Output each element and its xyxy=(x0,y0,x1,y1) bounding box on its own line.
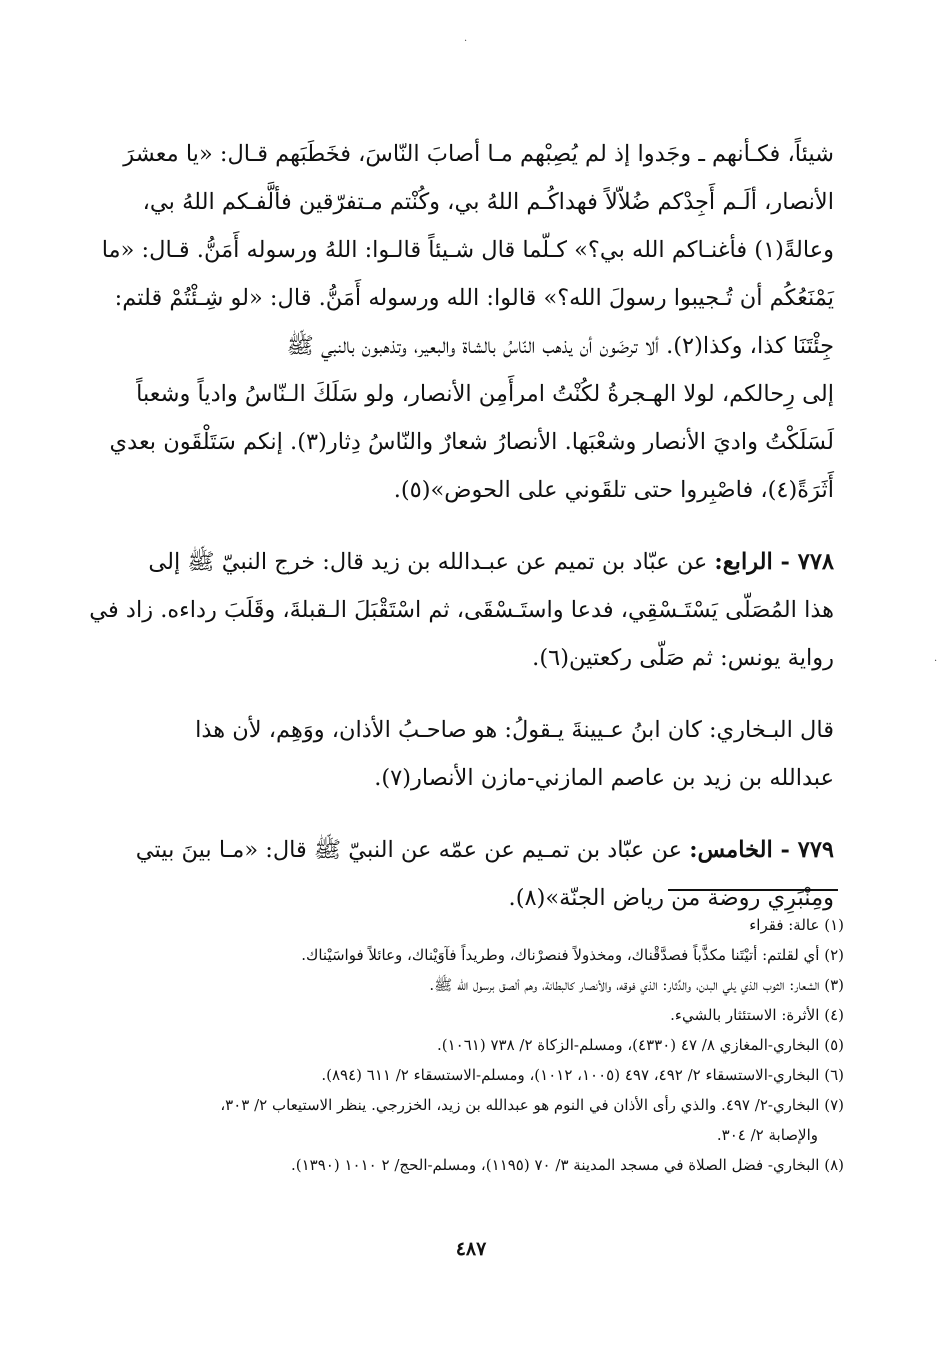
text-line xyxy=(112,826,834,874)
footnote-3: (٣) الشعار: الثوب الذي يلي البدن، والدِّثار: الذي فوقه، والأنصار كالبطانة، وهم ألصق برسول الله ﷺ. xyxy=(429,976,844,994)
paragraph-hadith-779 xyxy=(112,826,834,922)
text-line xyxy=(112,538,834,586)
paragraph-bukhari-comment xyxy=(112,706,834,802)
footnote-1: (١) عالة: فقراء xyxy=(749,916,844,934)
footnotes xyxy=(108,910,844,1180)
main-text xyxy=(89,130,834,922)
text-line: لَسَلَكْتُ واديَ الأنصار وشعْبَها. الأنصارُ شعارٌ والنّاسُ دِثار(٣). إنكم سَتَلْقَون بعدي xyxy=(109,429,834,455)
page-number: ٤٨٧ xyxy=(455,1238,487,1260)
text-line: يَمْنَعُكُم أن تُـجيبوا رسولَ الله؟» قالوا: الله ورسوله أَمَنُّ. قال: «لو شِـئْتُمْ قلتم: xyxy=(114,285,834,311)
footnote-8: (٨) البخاري- فضل الصلاة في مسجد المدينة ٣/ ٧٠ (١١٩٥)، ومسلم-الحج/ ٢ ١٠١٠ (١٣٩٠). xyxy=(291,1156,844,1174)
scan-speck: · xyxy=(464,36,468,47)
paragraph-hadith-778 xyxy=(89,538,834,682)
text-line: الأنصار، ألَـم أَجِدْكم ضُلاّلاً فهداكُـم اللهُ بي، وكُنْتم مـتفرّقين فألَّفـكم اللهُ بي، xyxy=(142,189,834,215)
footnote-5: (٥) البخاري-المغازي ٨/ ٤٧ (٤٣٣٠)، ومسلم-الزكاة ٢/ ٧٣٨ (١٠٦١). xyxy=(436,1036,844,1054)
hadith-number: ٧٧٩ - الخامس: xyxy=(689,837,834,863)
text-line: أَثَرَةً(٤)، فاصْبِروا حتى تلقَوني على الحوض»(٥). xyxy=(393,477,834,503)
footnote-7: (٧) البخاري-٢/ ٤٩٧. والذي رأى الأذان في النوم هو عبدالله بن زيد، الخزرجي. ينظر الاستيعاب ٢/ ٣٠٣، xyxy=(220,1096,844,1114)
text-line: شيئاً، فكـأنهم ـ وجَدوا إذ لم يُصِبْهم مـا أصابَ النّاسَ، فخَطَبَهم قـال: «يا معشرَ xyxy=(123,141,834,167)
text-line: وعالةً(١) فأغنـاكم الله بي؟» كـلّما قال شـيئاً قالـوا: اللهُ ورسوله أَمَنُّ. قـال: «ما xyxy=(101,237,834,263)
text-line: ومِنْبَرِي روضة من رياض الجنّة»(٨). xyxy=(508,885,834,911)
text-line: إلى رِحالكم، لولا الهـجرةُ لكُنْتُ امرأَمِن الأنصار، ولو سَلَكَ الـنّاسُ وادياً وشعباً xyxy=(136,381,834,407)
text-line: هذا المُصَلّى يَسْتَـسْقِي، فدعا واستَـسْقَى، ثم اسْتَقْبَلَ الـقبلةَ، وقَلَبَ رداءه. زاد في xyxy=(89,597,834,623)
text-line: عبدالله بن زيد بن عاصم المازني-مازن الأنصار(٧). xyxy=(374,765,834,791)
footnote-6: (٦) البخاري-الاستسقاء ٢/ ٤٩٢، ٤٩٧ (١٠٠٥، ١٠١٢)، ومسلم-الاستسقاء ٢/ ٦١١ (٨٩٤). xyxy=(321,1066,844,1084)
footnote-separator xyxy=(668,889,838,891)
footnote-4: (٤) الأثرة: الاستئثار بالشيء. xyxy=(670,1006,844,1024)
scan-speck: · xyxy=(934,656,938,667)
text-run: عن عبّاد بن تميم عن عبـدالله بن زيد قال: خرج النبيّ ﷺ إلى xyxy=(148,549,715,575)
text-line: قال البـخاري: كان ابنُ عـيينةَ يـقولُ: هو صاحـبُ الأذان، ووَهِم، لأن هذا xyxy=(195,717,834,743)
footnote-2: (٢) أي لقلتم: أتيْتَنا مكذَّباً فصدَّقْناك، ومخذولاً فنصرْناك، وطريداً فآوَيْناك، وعائلاً فواسَيْناك. xyxy=(301,946,844,964)
text-line: رواية يونس: ثم صَلّى ركعتين(٦). xyxy=(532,645,834,671)
footnote-7-continuation: والإصابة ٢/ ٣٠٤. xyxy=(716,1126,818,1144)
hadith-number: ٧٧٨ - الرابع: xyxy=(714,549,834,575)
paragraph-hadith-continuation xyxy=(101,130,834,514)
text-line: جِئْتَنَا كذا، وكذا(٢). ألا ترضَون أن يذهب النّاسُ بالشاة والبعير، وتذهبون بالنبي ﷺ xyxy=(286,333,834,359)
text-run: عن عبّاد بن تمـيم عن عمّه عن النبيّ ﷺ قال: «مـا بينَ بيتي xyxy=(135,837,690,863)
